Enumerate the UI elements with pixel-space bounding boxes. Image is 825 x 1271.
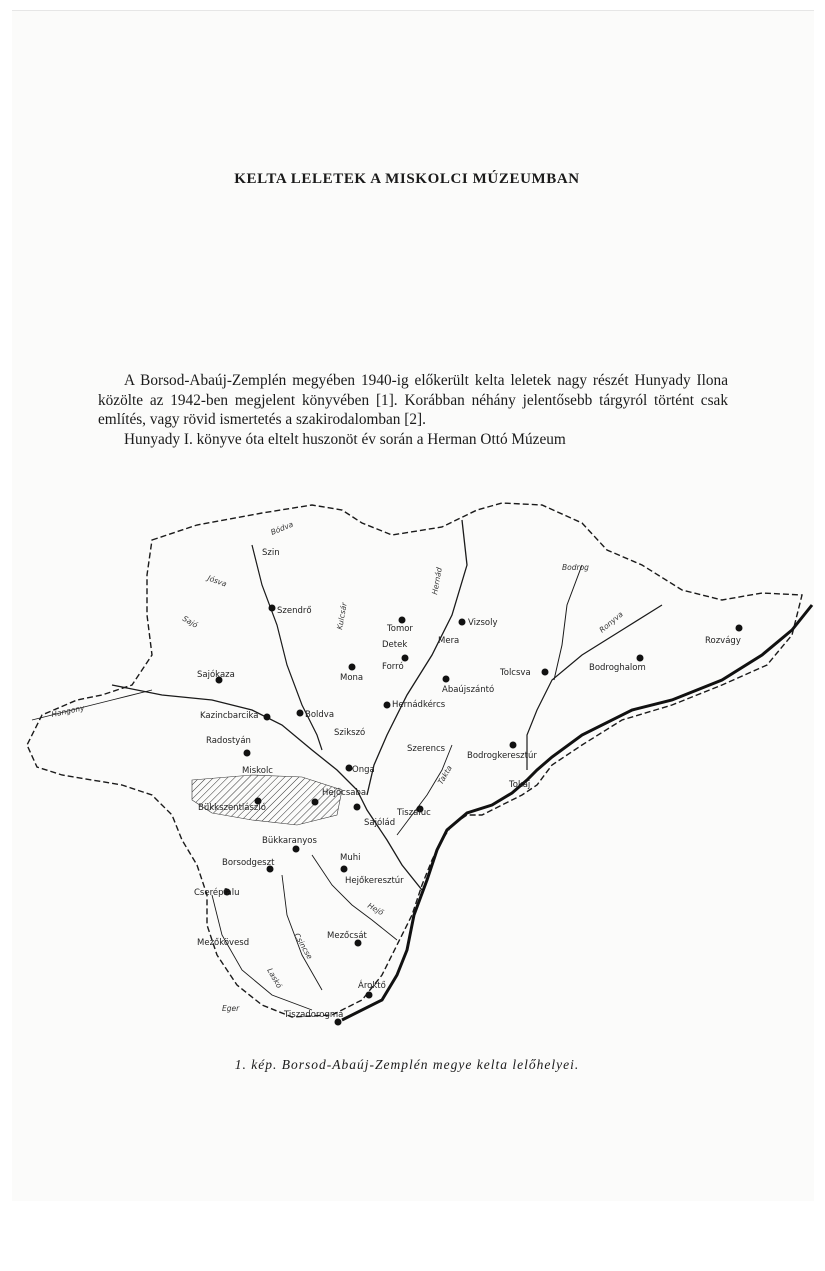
place-label: Szendrő [277, 606, 312, 616]
place-label: Sajókaza [197, 670, 235, 680]
place-label: Radostyán [206, 736, 251, 746]
map-svg [22, 495, 822, 1035]
miskolc-area [192, 775, 342, 825]
place-label: Hejőcsaba [322, 788, 367, 798]
bodrog-river [527, 605, 662, 770]
place-label: Kazincbarcika [200, 711, 259, 721]
site-dot [736, 625, 743, 632]
place-label: Tomor [387, 624, 413, 634]
place-label: Sajólád [364, 818, 396, 828]
place-label: Miskolc [242, 766, 273, 776]
site-dot [269, 605, 276, 612]
place-label: Hernádkércs [392, 700, 446, 710]
river-label: Bodrog [562, 563, 589, 572]
place-label: Szikszó [334, 728, 366, 738]
river-label: Ronyva [597, 609, 625, 635]
rima-river [32, 690, 152, 720]
site-dot [384, 702, 391, 709]
site-dot [399, 617, 406, 624]
site-dot [341, 866, 348, 873]
place-label: Szin [262, 548, 280, 558]
river-label: Takta [435, 763, 454, 786]
site-dot [312, 799, 319, 806]
body-text [98, 371, 728, 449]
eger-river [212, 895, 315, 1010]
place-label: Mezőcsát [327, 931, 367, 941]
site-dot [459, 619, 466, 626]
place-label: Szerencs [407, 744, 446, 754]
figure-caption: 1. kép. Borsod-Abaúj-Zemplén megye kelta lelőhelyei. [234, 1057, 580, 1072]
place-label: Muhi [340, 853, 361, 863]
river-label: Jósva [206, 573, 228, 589]
place-label: Detek [382, 640, 408, 650]
place-label: Bükkszentlászló [198, 803, 266, 813]
place-label: Onga [352, 765, 375, 775]
place-label: Tiszaluc [397, 808, 431, 818]
site-dot [366, 992, 373, 999]
article-title: KELTA LELETEK A MISKOLCI MÚZEUMBAN [234, 171, 580, 187]
place-label: Bodrogkeresztúr [467, 751, 537, 761]
map-figure [22, 495, 822, 1035]
lasko-river [282, 875, 322, 990]
place-label: Ároktő [358, 981, 386, 991]
river-label: Hernád [430, 566, 444, 596]
place-label: Hejőkeresztúr [345, 876, 404, 886]
river-label: Hejő [366, 900, 386, 918]
place-label: Bükkaranyos [262, 836, 317, 846]
place-label: Tolcsva [500, 668, 531, 678]
river-label: Laskó [265, 966, 284, 990]
site-dot [244, 750, 251, 757]
site-dot [443, 676, 450, 683]
hejo-river [312, 855, 397, 940]
river-label: Eger [222, 1004, 240, 1013]
place-label: Vizsoly [468, 618, 498, 628]
river-label: Hangony [50, 703, 86, 719]
takta-river [397, 745, 452, 835]
site-dot [542, 669, 549, 676]
place-label: Forró [382, 662, 404, 672]
place-label: Mera [438, 636, 460, 646]
site-dot [293, 846, 300, 853]
place-label: Tokaj [509, 780, 531, 790]
river-label: Sajó [181, 613, 200, 630]
river-label: Kulcsár [335, 601, 349, 631]
place-label: Cserépfalu [194, 888, 240, 898]
site-dot [402, 655, 409, 662]
county-border [27, 503, 802, 1017]
place-label: Bodroghalom [589, 663, 646, 673]
place-label: Rozvágy [705, 636, 741, 646]
place-label: Borsodgeszt [222, 858, 275, 868]
place-label: Tiszadorogma [284, 1010, 344, 1020]
site-dot [297, 710, 304, 717]
site-dot [637, 655, 644, 662]
place-label: Mona [340, 673, 364, 683]
page-sheet [12, 10, 814, 1201]
site-dot [264, 714, 271, 721]
paragraph-2: Hunyady I. könyve óta eltelt huszonöt év során a Herman Ottó Múzeum [124, 430, 566, 448]
river-label: Bódva [269, 519, 295, 537]
paragraph-1: A Borsod-Abaúj-Zemplén megyében 1940-ig előkerült kelta leletek nagy részét Hunyady Ilona közölte az 1942-ben megjelent könyvében [1]. Korábban néhány jelentősebb tárgyról történt csak említés, vagy rövid ismertetés a szakirodalomban [2]. [98, 372, 728, 429]
site-dot [510, 742, 517, 749]
place-label: Abaújszántó [442, 685, 495, 695]
ronyva-river [554, 565, 582, 680]
site-dot [349, 664, 356, 671]
place-label: Boldva [305, 710, 335, 720]
place-label: Mezőkövesd [197, 938, 250, 948]
river-label: Csincse [292, 931, 315, 961]
site-dot [354, 804, 361, 811]
